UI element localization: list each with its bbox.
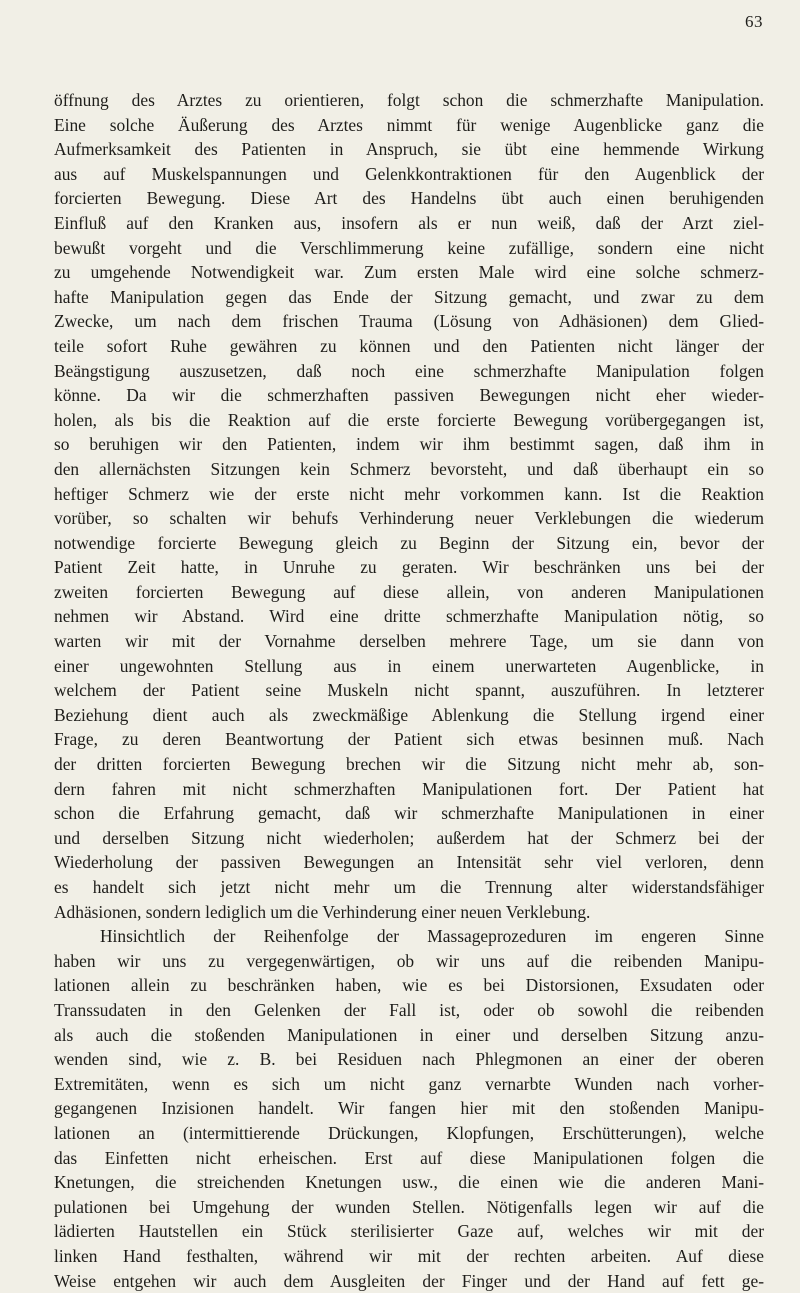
text-line: Extremitäten, wenn es sich um nicht ganz vernarbte Wunden nach vorher- [54,1072,764,1097]
text-line: lädierten Hautstellen ein Stück sterilisierter Gaze auf, welches wir mit der [54,1219,764,1244]
text-line: öffnung des Arztes zu orientieren, folgt schon die schmerzhafte Manipulation. [54,88,764,113]
text-line: Einfluß auf den Kranken aus, insofern als er nun weiß, daß der Arzt ziel- [54,211,764,236]
text-line: einer ungewohnten Stellung aus in einem unerwarteten Augenblicke, in [54,654,764,679]
text-line: welchem der Patient seine Muskeln nicht spannt, auszuführen. In letzterer [54,678,764,703]
text-line: holen, als bis die Reaktion auf die erste forcierte Bewegung vorübergegangen ist, [54,408,764,433]
text-line: zu umgehende Notwendigkeit war. Zum ersten Male wird eine solche schmerz- [54,260,764,285]
text-line: nehmen wir Abstand. Wird eine dritte schmerzhafte Manipulation nötig, so [54,604,764,629]
text-line: lationen allein zu beschränken haben, wie es bei Distorsionen, Exsudaten oder [54,973,764,998]
text-line: dern fahren mit nicht schmerzhaften Manipulationen fort. Der Patient hat [54,777,764,802]
text-line: Wiederholung der passiven Bewegungen an Intensität sehr viel verloren, denn [54,850,764,875]
text-line: warten wir mit der Vornahme derselben mehrere Tage, um sie dann von [54,629,764,654]
text-line: und derselben Sitzung nicht wiederholen; außerdem hat der Schmerz bei der [54,826,764,851]
text-line: schon die Erfahrung gemacht, daß wir schmerzhafte Manipulationen in einer [54,801,764,826]
text-line: gegangenen Inzisionen handelt. Wir fangen hier mit den stoßenden Manipu- [54,1096,764,1121]
text-line: teile sofort Ruhe gewähren zu können und den Patienten nicht länger der [54,334,764,359]
text-line: Eine solche Äußerung des Arztes nimmt für wenige Augenblicke ganz die [54,113,764,138]
text-line: forcierten Bewegung. Diese Art des Handelns übt auch einen beruhigenden [54,186,764,211]
text-line: der dritten forcierten Bewegung brechen wir die Sitzung nicht mehr ab, son- [54,752,764,777]
text-line: Frage, zu deren Beantwortung der Patient sich etwas besinnen muß. Nach [54,727,764,752]
text-line: Adhäsionen, sondern lediglich um die Verhinderung einer neuen Verklebung. [54,900,764,925]
text-line: Beängstigung auszusetzen, daß noch eine schmerzhafte Manipulation folgen [54,359,764,384]
text-line: den allernächsten Sitzungen kein Schmerz bevorsteht, und daß überhaupt ein so [54,457,764,482]
text-line: Aufmerksamkeit des Patienten in Anspruch, sie übt eine hemmende Wirkung [54,137,764,162]
text-line: linken Hand festhalten, während wir mit der rechten arbeiten. Auf diese [54,1244,764,1269]
text-line: es handelt sich jetzt nicht mehr um die Trennung alter widerstandsfähiger [54,875,764,900]
text-line: Beziehung dient auch als zweckmäßige Ablenkung die Stellung irgend einer [54,703,764,728]
text-line: bewußt vorgeht und die Verschlimmerung keine zufällige, sondern eine nicht [54,236,764,261]
text-line: pulationen bei Umgehung der wunden Stellen. Nötigenfalls legen wir auf die [54,1195,764,1220]
text-line: lationen an (intermittierende Drückungen, Klopfungen, Erschütterungen), welche [54,1121,764,1146]
text-line: Weise entgehen wir auch dem Ausgleiten der Finger und der Hand auf fett ge- [54,1269,764,1293]
text-line: Knetungen, die streichenden Knetungen usw., die einen wie die anderen Mani- [54,1170,764,1195]
page-number: 63 [745,12,763,32]
text-line: wenden sind, wie z. B. bei Residuen nach Phlegmonen an einer der oberen [54,1047,764,1072]
text-line: heftiger Schmerz wie der erste nicht mehr vorkommen kann. Ist die Reaktion [54,482,764,507]
text-line: so beruhigen wir den Patienten, indem wir ihm bestimmt sagen, daß ihm in [54,432,764,457]
text-line: das Einfetten nicht erheischen. Erst auf diese Manipulationen folgen die [54,1146,764,1171]
text-line: Patient Zeit hatte, in Unruhe zu geraten. Wir beschränken uns bei der [54,555,764,580]
text-line: Transsudaten in den Gelenken der Fall ist, oder ob sowohl die reibenden [54,998,764,1023]
text-line: aus auf Muskelspannungen und Gelenkkontraktionen für den Augenblick der [54,162,764,187]
text-line: könne. Da wir die schmerzhaften passiven Bewegungen nicht eher wieder- [54,383,764,408]
text-line: vorüber, so schalten wir behufs Verhinderung neuer Verklebungen die wiederum [54,506,764,531]
body-text [54,88,764,1293]
text-line: zweiten forcierten Bewegung auf diese allein, von anderen Manipulationen [54,580,764,605]
text-line: haben wir uns zu vergegenwärtigen, ob wir uns auf die reibenden Manipu- [54,949,764,974]
text-line: Zwecke, um nach dem frischen Trauma (Lösung von Adhäsionen) dem Glied- [54,309,764,334]
text-line: Hinsichtlich der Reihenfolge der Massageprozeduren im engeren Sinne [54,924,764,949]
text-line: hafte Manipulation gegen das Ende der Sitzung gemacht, und zwar zu dem [54,285,764,310]
text-line: notwendige forcierte Bewegung gleich zu Beginn der Sitzung ein, bevor der [54,531,764,556]
text-line: als auch die stoßenden Manipulationen in einer und derselben Sitzung anzu- [54,1023,764,1048]
